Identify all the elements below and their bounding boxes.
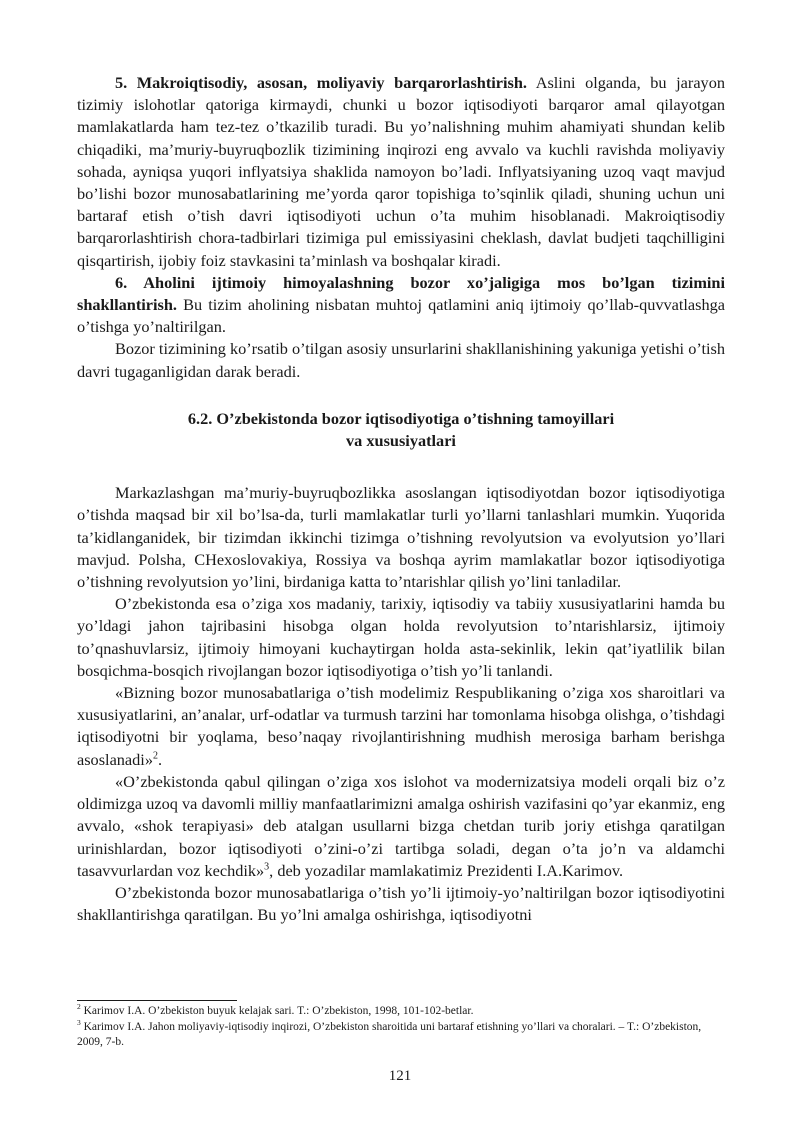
footnote-ref-2[interactable]: 2 <box>152 750 158 762</box>
quote-end: , deb yozadilar mamlakatimiz Prezidenti I.A.Karimov. <box>269 860 624 880</box>
footnote-number: 3 <box>77 1017 81 1027</box>
footnote-text: Karimov I.A. O’zbekiston buyuk kelajak sari. T.: O’zbekiston, 1998, 101-102-betlar. <box>80 1005 474 1017</box>
paragraph-social-market: O’zbekistonda bozor munosabatlariga o’tish yo’li ijtimoiy-yo’naltirilgan bozor iqtisodiyotini shakllantirishga qaratilgan. Bu yo’lni amalga oshirishga, iqtisodiyotni <box>77 882 725 925</box>
paragraph-quote-reform <box>77 771 725 882</box>
paragraph-quote-model <box>77 682 725 771</box>
paragraph-lead-bold: 5. Makroiqtisodiy, asosan, moliyaviy barqarorlashtirish. <box>115 73 527 92</box>
section-heading-line-2: va xususiyatlari <box>346 431 456 451</box>
paragraph-text: Aslini olganda, bu jarayon tizimiy islohotlar qatoriga kirmaydi, chunki u bozor iqtisodiyoti barqaror amal qilayotgan mamlakatlarda ham tez-tez o’tkazilib turadi. Bu yo’nalishning muhim ahamiyati shundan kelib chiqadiki, ma’muriy-buyruqbozlik tizimining inqirozi eng avvalo va kuchli ravishda moliyaviy sohada, ayniqsa yuqori inflyatsiya shaklida namoyon bo’ladi. Inflyatsiyaning uzoq vaqt mavjud bo’lishi bozor munosabatlarining me’yorda qaror topishiga to’sqinlik qiladi, shuning uchun uni bartaraf etish o’tish davri iqtisodiyoti uchun o’ta muhim hisoblanadi. Makroiqtisodiy barqarorlashtirish chora-tadbirlari tizimiga pul emissiyasini cheklash, davlat budjeti taqchilligini qisqartirish, ijobiy foiz stavkasini ta’minlash va boshqalar kiradi. <box>77 73 725 270</box>
paragraph-conclusion: Bozor tizimining ko’rsatib o’tilgan asosiy unsurlarini shakllanishining yakuniga yetishi o’tish davri tugaganligidan darak beradi. <box>77 339 725 381</box>
section-heading <box>77 408 725 452</box>
paragraph-text: Bu tizim aholining nisbatan muhtoj qatlamini aniq ijtimoiy qo’llab-quvvatlashga o’tishga yo’naltirilgan. <box>77 295 725 337</box>
quote-text: «O’zbekistonda qabul qilingan o’ziga xos islohot va modernizatsiya modeli orqali biz o’z oldimizga uzoq va davomli milliy manfaatlarimizni amalga oshirish vazifasini qo’yar ekanmiz, eng avvalo, «shok terapiyasi» deb atalgan usullarni bizga chetdan turib joriy etishga qaratilgan urinishlardan, bozor iqtisodiyoti o’zini-o’zi tartibga soladi, degan o’ta jo’n va aldamchi tasavvurlardan voz kechdik» <box>77 771 725 880</box>
page-number: 121 <box>388 1068 412 1084</box>
quote-end: . <box>157 749 163 769</box>
footnote-ref-3[interactable]: 3 <box>264 861 270 873</box>
page-body <box>77 72 725 926</box>
section-heading-line-1: 6.2. O’zbekistonda bozor iqtisodiyotiga o’tishning tamoyillari <box>187 408 615 428</box>
paragraph-transition-paths: Markazlashgan ma’muriy-buyruqbozlikka asoslangan iqtisodiyotdan bozor iqtisodiyotiga o’tishda maqsad bir xil bo’lsa-da, turli mamlakatlar turli yo’llarni tanlashlari mumkin. Yuqorida ta’kidlanganidek, bir tizimdan ikkinchi tizimga o’tishning revolyutsion va evolyutsion yo’llari mavjud. Polsha, CHexoslovakiya, Rossiya va boshqa ayrim mamlakatlar bozor iqtisodiyotiga o’tishning revolyutsion yo’lini, birdaniga katta to’ntarishlar qilish yo’lini tanladilar. <box>77 483 725 592</box>
footnote-text: Karimov I.A. Jahon moliyaviy-iqtisodiy inqirozi, O’zbekiston sharoitida uni bartaraf etishning yo’llari va choralari. – T.: O’zbekiston, 2009, 7-b. <box>77 1020 702 1048</box>
paragraph-social-protection <box>77 272 725 339</box>
footnote-divider <box>77 1000 237 1001</box>
footnote-2 <box>77 1004 725 1020</box>
paragraph-macro-stabilization <box>77 72 725 272</box>
footnote-number: 2 <box>77 1002 81 1012</box>
quote-text: «Bizning bozor munosabatlariga o’tish modelimiz Respublikaning o’ziga xos sharoitlari va xususiyatlarini, an’analar, urf-odatlar va turmush tarzini har tomonlama hisobga olishga, o’tishdagi iqtisodiyotni bir yoqlama, beso’naqay rivojlantirishning mudhish merosiga barham berishga asoslanadi» <box>77 683 725 769</box>
footnotes <box>77 1004 725 1051</box>
paragraph-lead-bold: 6. Aholini ijtimoiy himoyalashning bozor xo’jaligiga mos bo’lgan tizimini shakllantirish. <box>77 272 725 315</box>
paragraph-uzbekistan-path: O’zbekistonda esa o’ziga xos madaniy, tarixiy, iqtisodiy va tabiiy xususiyatlarini hamda bu yo’ldagi jahon tajribasini hisobga olgan holda revolyutsion to’ntarishlarsiz, ijtimoiy to’qnashuvlarsiz, ijtimoiy himoyani kuchaytirgan holda asta-sekinlik, lekin qat’iyatlilik bilan bosqichma-bosqich rivojlangan bozor iqtisodiyotiga o’tish yo’li tanlandi. <box>77 594 725 680</box>
footnote-3 <box>77 1017 725 1051</box>
